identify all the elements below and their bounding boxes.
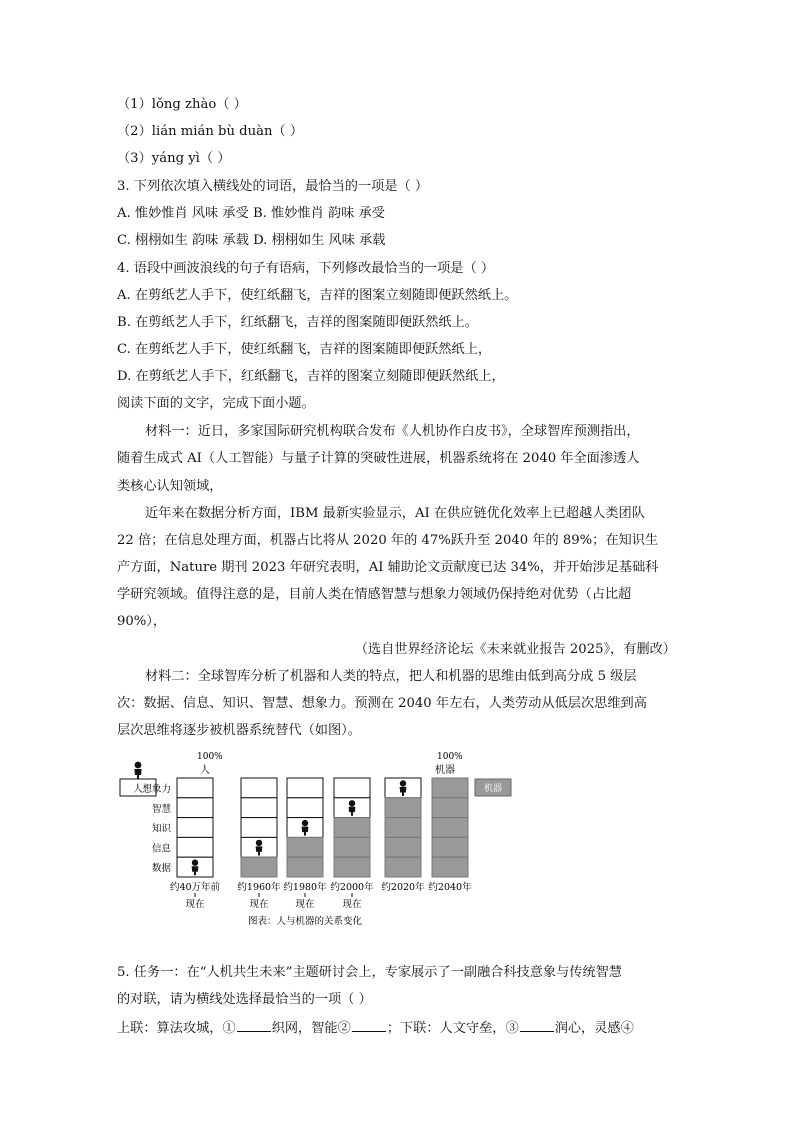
material1-line1: 材料一：近日，多家国际研究机构联合发布《人机协作白皮书》，全球智库预测指出， <box>145 424 640 439</box>
q3-options-cd: C. 栩栩如生 韵味 承载 D. 栩栩如生 风味 承载 <box>117 233 386 248</box>
figure-caption: 图表：人与机器的关系变化 <box>247 916 363 927</box>
legend-machine <box>475 779 511 796</box>
material1-line5: 22 倍；在信息处理方面，机器占比将从 2020 年的 47%跃升至 2040 年的 89%；在知识生 <box>117 533 659 548</box>
q4-option-a: A. 在剪纸艺人手下，使红纸翻飞，吉祥的图案立刻随即便跃然纸上。 <box>117 288 518 303</box>
stage-column-5 <box>428 778 472 893</box>
blank-1[interactable] <box>237 1018 271 1032</box>
level-label-3: 信息 <box>151 843 171 855</box>
stage-column-0 <box>170 778 221 910</box>
human-cell <box>287 778 323 798</box>
stage-label: 约2000年 <box>330 882 374 893</box>
q5-lower-part-a: ；下联：人文守垒，③ <box>386 1021 519 1036</box>
level-label-0: 想象力 <box>142 784 171 795</box>
q4-option-c: C. 在剪纸艺人手下，使红纸翻飞，吉祥的图案随即便跃然纸上， <box>117 342 492 357</box>
q5-lower-part-b: 润心，灵感④ <box>554 1021 634 1036</box>
top-human-label: 人 <box>200 765 210 776</box>
material1-line3: 类核心认知领域， <box>117 479 223 494</box>
material1-source: （选自世界经济论坛《未来就业报告 2025》，有删改） <box>354 642 676 657</box>
blank-2[interactable] <box>352 1018 386 1032</box>
human-cell <box>177 818 213 838</box>
legend-human-icon <box>134 762 141 779</box>
stage-label: 约2020年 <box>381 882 425 893</box>
stage-sublabel: 现在 <box>295 899 315 910</box>
legend-human-label: 人 <box>133 784 143 795</box>
q3-options-ab: A. 惟妙惟肖 风味 承受 B. 惟妙惟肖 韵味 承受 <box>117 206 385 221</box>
stage-column-2 <box>283 778 327 910</box>
human-cell <box>177 798 213 818</box>
human-cell <box>287 798 323 818</box>
q4-stem: 4. 语段中画波浪线的句子有语病，下列修改最恰当的一项是（ ） <box>117 261 495 276</box>
reading-intro: 阅读下面的文字，完成下面小题。 <box>117 396 315 411</box>
top-machine-label: 机器 <box>435 765 455 776</box>
human-machine-figure <box>117 747 537 927</box>
stage-label: 约1980年 <box>283 882 327 893</box>
pinyin-question-2: （2）lián mián bù duàn（ ） <box>117 124 304 139</box>
q5-upper-part-b: 织网，智能② <box>271 1021 351 1036</box>
top-machine-pct: 100% <box>437 752 463 762</box>
machine-cell <box>432 798 468 818</box>
human-cell <box>334 778 370 798</box>
machine-cell <box>385 857 421 877</box>
material2-line2: 次：数据、信息、知识、智慧、想象力。预测在 2040 年左右，人类劳动从低层次思维到高 <box>117 696 647 711</box>
level-label-2: 知识 <box>151 823 171 835</box>
machine-cell <box>432 778 468 798</box>
q5-upper-part-a: 上联：算法攻城，① <box>117 1021 236 1036</box>
material2-line3: 层次思维将逐步被机器系统替代（如图）。 <box>117 723 361 738</box>
material2-line1: 材料二：全球智库分析了机器和人类的特点，把人和机器的思维由低到高分成 5 级层 <box>145 669 637 684</box>
human-cell <box>177 837 213 857</box>
stage-sublabel: 现在 <box>342 899 362 910</box>
q5-line1: 5. 任务一：在“人机共生未来”主题研讨会上，专家展示了一副融合科技意象与传统智慧 <box>117 965 623 980</box>
machine-cell <box>287 837 323 857</box>
legend-machine-label: 机器 <box>483 784 503 794</box>
stage-sublabel: 现在 <box>249 899 269 910</box>
machine-cell <box>385 837 421 857</box>
stage-label: 约40万年前 <box>169 882 221 893</box>
human-cell <box>241 778 277 798</box>
machine-cell <box>334 857 370 877</box>
material1-line7: 学研究领域。值得注意的是，目前人类在情感智慧与想象力领域仍保持绝对优势（占比超 <box>117 587 632 602</box>
human-cell <box>241 818 277 838</box>
stage-column-1 <box>237 778 281 910</box>
stage-label: 约2040年 <box>428 882 472 893</box>
level-label-1: 智慧 <box>151 803 171 815</box>
stage-column-3 <box>330 778 374 910</box>
stage-label: 约1960年 <box>237 882 281 893</box>
machine-cell <box>385 798 421 818</box>
top-human-pct: 100% <box>197 752 223 762</box>
human-cell <box>241 798 277 818</box>
stage-column-4 <box>381 778 425 893</box>
q5-line2: 的对联，请为横线处选择最恰当的一项（ ） <box>117 992 372 1007</box>
q5-couplet-line <box>117 1018 634 1039</box>
pinyin-question-1: （1）lǒng zhào（ ） <box>117 97 247 112</box>
blank-3[interactable] <box>520 1018 554 1032</box>
material1-line8: 90%）， <box>117 614 167 629</box>
material1-line4: 近年来在数据分析方面，IBM 最新实验显示，AI 在供应链优化效率上已超越人类团队 <box>145 506 645 521</box>
machine-cell <box>287 857 323 877</box>
stage-sublabel: 现在 <box>185 899 205 910</box>
machine-cell <box>334 818 370 838</box>
machine-cell <box>432 837 468 857</box>
q4-option-b: B. 在剪纸艺人手下，红纸翻飞，吉祥的图案随即便跃然纸上。 <box>117 315 478 330</box>
material1-line2: 随着生成式 AI（人工智能）与量子计算的突破性进展，机器系统将在 2040 年全面渗透人 <box>117 451 640 466</box>
machine-cell <box>385 818 421 838</box>
machine-cell <box>432 857 468 877</box>
level-label-4: 数据 <box>151 863 171 875</box>
q4-option-d: D. 在剪纸艺人手下，红纸翻飞，吉祥的图案立刻随即便跃然纸上， <box>117 369 505 384</box>
q3-stem: 3. 下列依次填入横线处的词语，最恰当的一项是（ ） <box>117 179 429 194</box>
material1-line6: 产方面，Nature 期刊 2023 年研究表明，AI 辅助论文贡献度已达 34%，并开始涉足基础科 <box>117 560 659 575</box>
machine-cell <box>241 857 277 877</box>
machine-cell <box>432 818 468 838</box>
machine-cell <box>334 837 370 857</box>
human-cell <box>177 778 213 798</box>
pinyin-question-3: （3）yáng yì（ ） <box>117 151 231 166</box>
